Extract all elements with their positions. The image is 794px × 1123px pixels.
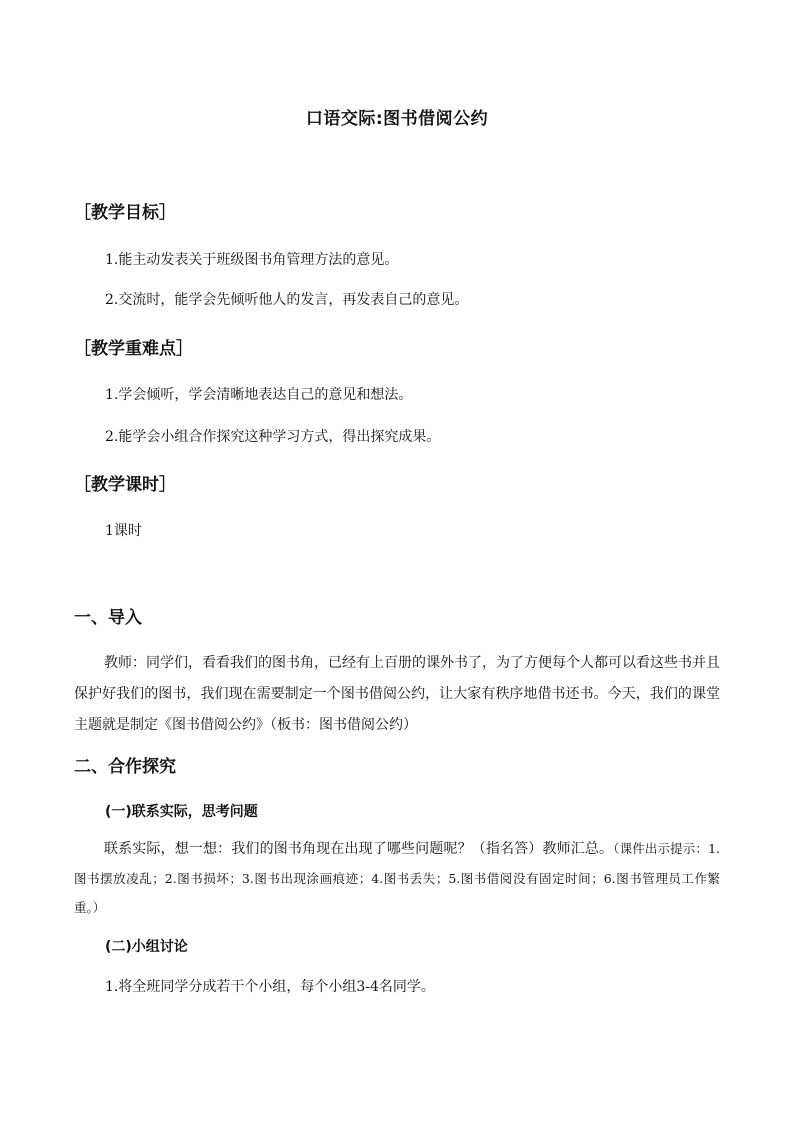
hours-heading: ［教学课时］	[74, 475, 176, 495]
subsection-1-paragraph	[74, 834, 720, 922]
difficulties-heading: ［教学重难点］	[74, 339, 193, 359]
courseware-hints: （课件出示提示：1.图书摆放凌乱；2.图书损坏；3.图书出现涂画痕迹；4.图书丢失；5.图书借阅没有固定时间；6.图书管理员工作繁重。）	[74, 841, 720, 915]
document-title: 口语交际:图书借阅公约	[305, 109, 489, 129]
subsection-1-heading: (一)联系实际，思考问题	[105, 804, 258, 820]
objectives-heading: ［教学目标］	[74, 203, 176, 223]
subsection-2-item-1: 1.将全班同学分成若干个小组，每个小组3-4名同学。	[105, 979, 435, 995]
difficulty-item-1: 1.学会倾听，学会清晰地表达自己的意见和想法。	[105, 387, 413, 403]
subsection-2-heading: (二)小组讨论	[105, 939, 188, 955]
difficulty-item-2: 2.能学会小组合作探究这种学习方式，得出探究成果。	[105, 429, 441, 445]
objective-item-1: 1.能主动发表关于班级图书角管理方法的意见。	[105, 252, 399, 268]
section-2-heading: 二、合作探究	[74, 757, 176, 777]
section-1-paragraph: 教师：同学们，看看我们的图书角，已经有上百册的课外书了，为了方便每个人都可以看这些书并且保护好我们的图书，我们现在需要制定一个图书借阅公约，让大家有秩序地借书还书。今天，我们的课堂主题就是制定《图书借阅公约》（板书：图书借阅公约）	[74, 655, 720, 733]
objective-item-2: 2.交流时，能学会先倾听他人的发言，再发表自己的意见。	[105, 292, 469, 308]
subsection-1-text: 联系实际，想一想：我们的图书角现在出现了哪些问题呢？（指名答）教师汇总。	[104, 841, 614, 857]
hours-value: 1课时	[105, 523, 142, 539]
section-1-heading: 一、导入	[74, 608, 142, 628]
